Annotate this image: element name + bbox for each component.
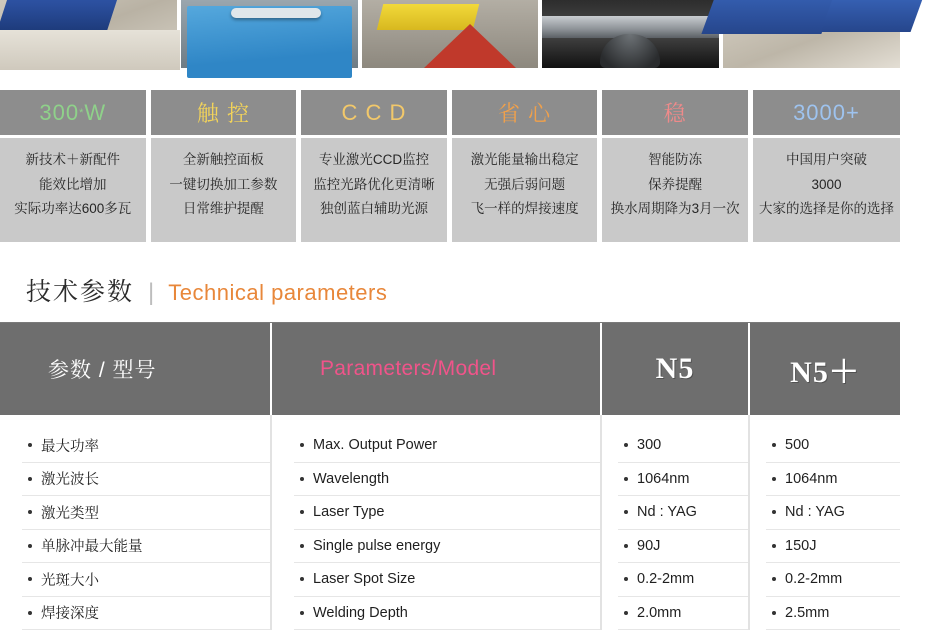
- table-row: [22, 563, 270, 597]
- feature-line: 中国用户突破: [786, 152, 867, 168]
- bullet-icon: [772, 443, 776, 447]
- feature-body-touch: [151, 138, 297, 242]
- bullet-icon: [28, 577, 32, 581]
- feature-title-ccd: C C D: [301, 90, 447, 138]
- table-cell-text: 1064nm: [785, 471, 837, 487]
- feature-line: 能效比增加: [39, 177, 107, 193]
- table-row: [618, 530, 748, 564]
- feature-card-stable: [602, 90, 748, 242]
- table-row: [618, 597, 748, 630]
- bullet-icon: [772, 544, 776, 548]
- table-cell-text: Nd : YAG: [785, 504, 845, 520]
- table-cell-text: 焊接深度: [41, 602, 99, 623]
- feature-line: 大家的选择是你的选择: [759, 201, 894, 217]
- feature-line: 飞一样的焊接速度: [471, 201, 579, 217]
- table-body: [0, 415, 900, 630]
- feature-body-power: [0, 138, 146, 242]
- table-cell-text: 激光类型: [41, 502, 99, 523]
- table-row: [766, 496, 900, 530]
- table-cell-text: Max. Output Power: [313, 437, 437, 453]
- bullet-icon: [624, 477, 628, 481]
- feature-line: 一键切换加工参数: [169, 177, 277, 193]
- table-row: [22, 429, 270, 463]
- feature-title-stable: 稳: [602, 90, 748, 138]
- feature-line: 换水周期降为3月一次: [611, 201, 740, 217]
- table-cell-text: 0.2-2mm: [637, 571, 694, 587]
- feature-title-text: 300: [39, 100, 79, 126]
- table-header-label: Parameters/Model: [320, 357, 496, 381]
- feature-card-power: [0, 90, 146, 242]
- table-column-param-cn: [0, 415, 272, 630]
- table-row: [766, 563, 900, 597]
- table-row: [618, 429, 748, 463]
- feature-line: 全新触控面板: [183, 152, 264, 168]
- table-cell-text: 2.5mm: [785, 605, 829, 621]
- table-cell-text: 光斑大小: [41, 569, 99, 590]
- table-cell-text: 激光波长: [41, 468, 99, 489]
- photo-yellow-red-parts: [362, 0, 539, 68]
- bullet-icon: [28, 611, 32, 615]
- table-column-n5: [602, 415, 750, 630]
- feature-body-ccd: [301, 138, 447, 242]
- table-header-row: [0, 323, 900, 415]
- feature-line: 无强后弱问题: [484, 177, 565, 193]
- table-cell-text: Welding Depth: [313, 605, 408, 621]
- table-header-cell-model-en: [272, 323, 602, 415]
- table-cell-text: Single pulse energy: [313, 538, 440, 554]
- bullet-icon: [624, 443, 628, 447]
- table-header-label: N5: [656, 352, 695, 386]
- section-title-en: Technical parameters: [168, 280, 387, 306]
- bullet-icon: [28, 510, 32, 514]
- table-cell-text: 1064nm: [637, 471, 689, 487]
- photo-stainless-cylinder: [542, 0, 719, 68]
- section-title: [0, 260, 900, 322]
- table-row: [766, 597, 900, 630]
- table-cell-text: 单脉冲最大能量: [41, 535, 143, 556]
- bullet-icon: [300, 544, 304, 548]
- bullet-icon: [772, 510, 776, 514]
- photo-welded-blue-box: [0, 0, 177, 68]
- bullet-icon: [624, 611, 628, 615]
- technical-parameters-table: [0, 322, 900, 630]
- feature-line: 保养提醒: [648, 177, 702, 193]
- product-photo-strip: [0, 0, 900, 68]
- table-cell-text: 150J: [785, 538, 816, 554]
- table-row: [294, 530, 600, 564]
- table-row: [618, 496, 748, 530]
- table-row: [294, 463, 600, 497]
- table-row: [294, 496, 600, 530]
- table-header-cell-model-cn: [0, 323, 272, 415]
- table-cell-text: 最大功率: [41, 435, 99, 456]
- feature-card-worryfree: [452, 90, 598, 242]
- table-row: [294, 597, 600, 630]
- feature-line: 独创蓝白辅助光源: [320, 201, 428, 217]
- feature-card-ccd: [301, 90, 447, 242]
- table-cell-text: 90J: [637, 538, 660, 554]
- table-header-cell-n5plus: [750, 323, 900, 415]
- section-title-cn: 技术参数: [26, 272, 134, 308]
- table-column-param-en: [272, 415, 602, 630]
- feature-body-worryfree: [452, 138, 598, 242]
- table-row: [618, 563, 748, 597]
- feature-card-users: [753, 90, 900, 242]
- table-cell-text: 500: [785, 437, 809, 453]
- feature-body-stable: [602, 138, 748, 242]
- table-cell-text: 0.2-2mm: [785, 571, 842, 587]
- table-row: [22, 597, 270, 630]
- table-header-label: 参数 / 型号: [48, 354, 157, 384]
- feature-line: 新技术＋新配件: [26, 152, 121, 168]
- feature-line: 3000: [811, 177, 841, 193]
- feature-title-power: [0, 90, 146, 138]
- feature-line: 专业激光CCD监控: [319, 152, 429, 168]
- photo-blue-panel: [181, 0, 358, 68]
- bullet-icon: [772, 611, 776, 615]
- table-row: [22, 496, 270, 530]
- section-title-divider: |: [148, 279, 154, 307]
- bullet-icon: [624, 510, 628, 514]
- bullet-icon: [624, 544, 628, 548]
- bullet-icon: [772, 577, 776, 581]
- bullet-icon: [624, 577, 628, 581]
- feature-card-touch: [151, 90, 297, 242]
- bullet-icon: [28, 477, 32, 481]
- feature-body-users: [753, 138, 900, 242]
- feature-card-list: [0, 68, 900, 242]
- table-header-label: N5＋: [790, 347, 860, 391]
- feature-line: 日常维护提醒: [183, 201, 264, 217]
- table-row: [766, 463, 900, 497]
- feature-line: 监控光路优化更清晰: [313, 177, 435, 193]
- table-cell-text: Wavelength: [313, 471, 389, 487]
- bullet-icon: [300, 443, 304, 447]
- feature-line: 激光能量输出稳定: [471, 152, 579, 168]
- table-cell-text: Laser Type: [313, 504, 384, 520]
- table-row: [766, 530, 900, 564]
- table-row: [766, 429, 900, 463]
- bullet-icon: [772, 477, 776, 481]
- table-row: [294, 429, 600, 463]
- feature-title-users: 3000+: [753, 90, 900, 138]
- bullet-icon: [300, 611, 304, 615]
- table-row: [294, 563, 600, 597]
- photo-blue-box-corner: [723, 0, 900, 68]
- feature-title-tail: W: [84, 100, 106, 126]
- table-header-cell-n5: [602, 323, 750, 415]
- table-row: [618, 463, 748, 497]
- bullet-icon: [300, 510, 304, 514]
- table-cell-text: 2.0mm: [637, 605, 681, 621]
- table-cell-text: Laser Spot Size: [313, 571, 415, 587]
- table-cell-text: 300: [637, 437, 661, 453]
- bullet-icon: [300, 477, 304, 481]
- table-column-n5plus: [750, 415, 900, 630]
- feature-title-worryfree: 省 心: [452, 90, 598, 138]
- feature-title-sup: *: [79, 107, 84, 119]
- table-row: [22, 530, 270, 564]
- table-cell-text: Nd : YAG: [637, 504, 697, 520]
- bullet-icon: [28, 443, 32, 447]
- bullet-icon: [28, 544, 32, 548]
- bullet-icon: [300, 577, 304, 581]
- feature-line: 实际功率达600多瓦: [14, 201, 131, 217]
- feature-line: 智能防冻: [648, 152, 702, 168]
- feature-title-touch: 触 控: [151, 90, 297, 138]
- table-row: [22, 463, 270, 497]
